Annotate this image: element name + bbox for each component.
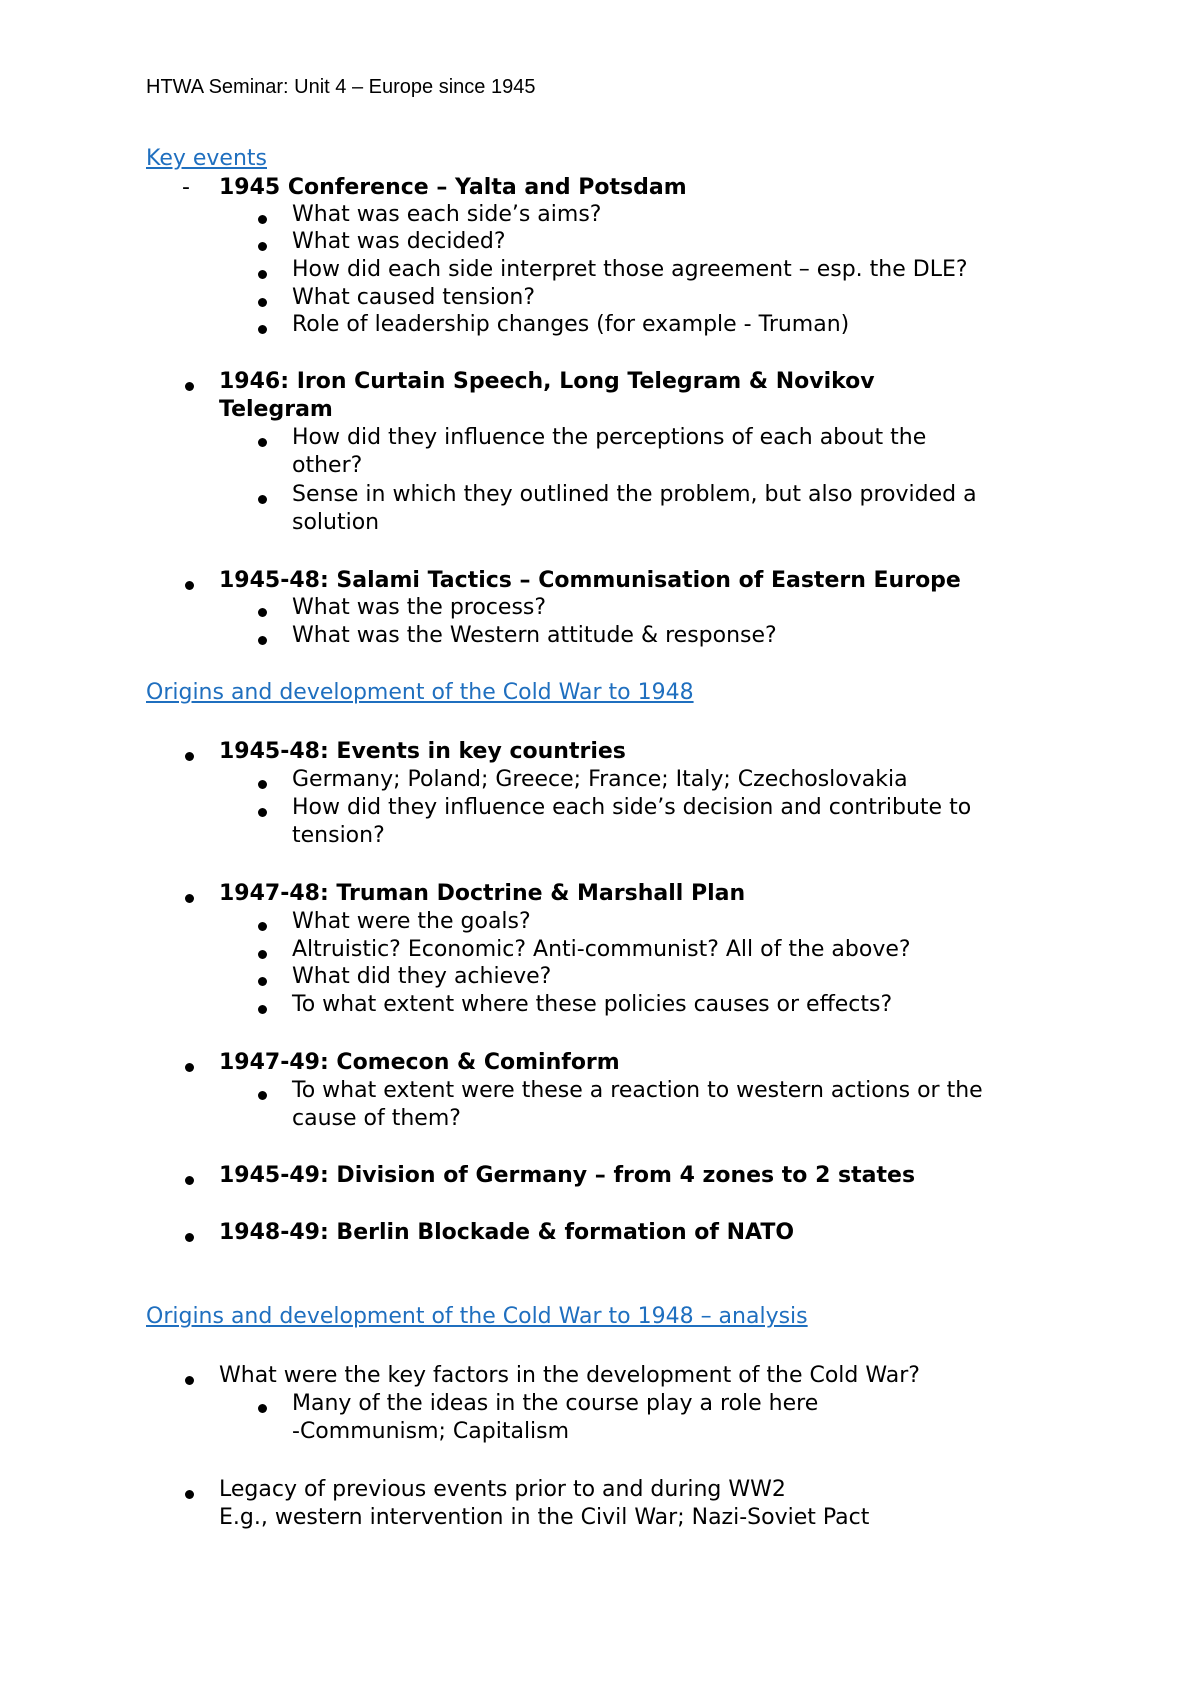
bullet-dot [185, 1490, 194, 1499]
sub-item: What caused tension? [292, 285, 536, 310]
item-title: 1945-48: Salami Tactics – Communisation of Eastern Europe [219, 568, 961, 593]
section-heading-key-events[interactable]: Key events [146, 146, 267, 171]
bullet-dot [185, 1176, 194, 1185]
bullet-dot [185, 752, 194, 761]
bullet-dot [185, 1376, 194, 1385]
item-title: 1945-48: Events in key countries [219, 739, 626, 764]
bullet-dot [258, 298, 267, 307]
bullet-dot [258, 1091, 267, 1100]
sub-item: What did they achieve? [292, 964, 552, 989]
sub-item-continued: solution [292, 510, 380, 535]
bullet-dot [258, 780, 267, 789]
sub-item: What was each side’s aims? [292, 202, 602, 227]
sub-item: How did each side interpret those agreement – esp. the DLE? [292, 257, 968, 282]
item-title-continued: Telegram [219, 397, 333, 422]
bullet-dot [258, 636, 267, 645]
bullet-dot [258, 922, 267, 931]
item-title: 1945 Conference – Yalta and Potsdam [219, 175, 687, 200]
sub-item: What was the process? [292, 595, 547, 620]
bullet-dot [185, 382, 194, 391]
bullet-dot [258, 1404, 267, 1413]
sub-item: Many of the ideas in the course play a role here [292, 1391, 819, 1416]
bullet-dot [258, 215, 267, 224]
sub-item: To what extent were these a reaction to western actions or the [292, 1078, 983, 1103]
bullet-dot [185, 581, 194, 590]
item-title: Legacy of previous events prior to and during WW2 [219, 1477, 786, 1502]
item-title: 1947-48: Truman Doctrine & Marshall Plan [219, 881, 746, 906]
sub-item: What was the Western attitude & response? [292, 623, 777, 648]
section-heading-analysis[interactable]: Origins and development of the Cold War to 1948 – analysis [146, 1304, 808, 1329]
bullet-dot [258, 438, 267, 447]
bullet-dot [185, 1063, 194, 1072]
bullet-dot [258, 608, 267, 617]
item-title-continued: E.g., western intervention in the Civil War; Nazi-Soviet Pact [219, 1505, 870, 1530]
item-title: 1947-49: Comecon & Cominform [219, 1050, 620, 1075]
sub-item-continued: cause of them? [292, 1106, 461, 1131]
item-title: What were the key factors in the development of the Cold War? [219, 1363, 920, 1388]
bullet-dot [258, 495, 267, 504]
item-title: 1946: Iron Curtain Speech, Long Telegram & Novikov [219, 369, 875, 394]
sub-item: Role of leadership changes (for example - Truman) [292, 312, 850, 337]
item-title: 1948-49: Berlin Blockade & formation of NATO [219, 1220, 795, 1245]
bullet-dot [258, 1005, 267, 1014]
sub-item: To what extent where these policies causes or effects? [292, 992, 893, 1017]
bullet-dot [185, 1233, 194, 1242]
dash-bullet: - [182, 175, 190, 200]
bullet-dot [258, 270, 267, 279]
bullet-dot [258, 977, 267, 986]
sub-item-continued: tension? [292, 823, 385, 848]
bullet-dot [258, 325, 267, 334]
sub-item-continued: other? [292, 453, 363, 478]
bullet-dot [258, 950, 267, 959]
sub-item: How did they influence the perceptions of each about the [292, 425, 927, 450]
bullet-dot [185, 894, 194, 903]
sub-item: Altruistic? Economic? Anti-communist? All of the above? [292, 937, 911, 962]
sub-item: What was decided? [292, 229, 506, 254]
sub-item: Sense in which they outlined the problem, but also provided a [292, 482, 977, 507]
sub-item-continued: -Communism; Capitalism [292, 1419, 570, 1444]
bullet-dot [258, 242, 267, 251]
sub-item: How did they influence each side’s decision and contribute to [292, 795, 972, 820]
item-title: 1945-49: Division of Germany – from 4 zones to 2 states [219, 1163, 916, 1188]
page-header: HTWA Seminar: Unit 4 – Europe since 1945 [146, 76, 536, 98]
sub-item: Germany; Poland; Greece; France; Italy; Czechoslovakia [292, 767, 908, 792]
section-heading-origins[interactable]: Origins and development of the Cold War to 1948 [146, 680, 694, 705]
sub-item: What were the goals? [292, 909, 531, 934]
bullet-dot [258, 808, 267, 817]
